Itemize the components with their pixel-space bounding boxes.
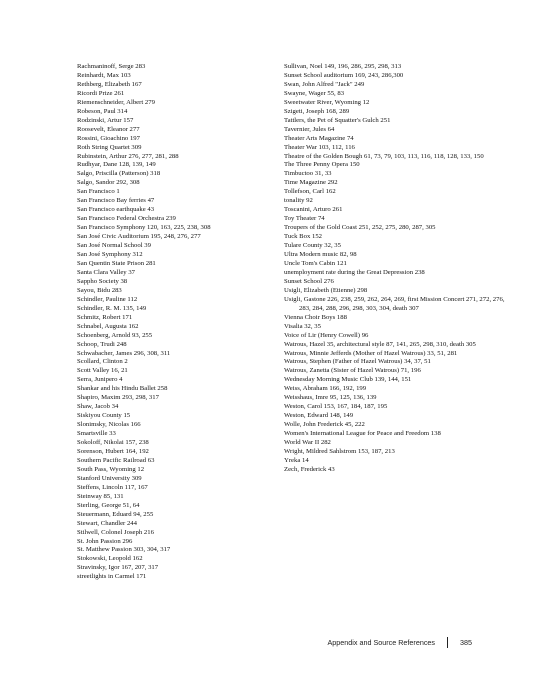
index-entry: Rossini, Gioachino 197: [77, 134, 140, 142]
index-entry: unemployment rate during the Great Depression 238: [284, 268, 425, 276]
index-entry: Weisshaus, Imre 95, 125, 136, 139: [284, 394, 377, 402]
index-entry: San Francisco Bay ferries 47: [77, 197, 155, 205]
index-entry: Tuck Box 152: [284, 233, 323, 241]
index-entry: San Quentin State Prison 281: [77, 259, 156, 267]
index-entry: Stewart, Chandler 244: [77, 519, 137, 527]
index-entry: Smartsville 33: [77, 430, 116, 438]
index-entry: Scott Valley 16, 21: [77, 367, 128, 375]
index-entry: Rudhyar, Dane 128, 139, 149: [77, 161, 156, 169]
index-entry: Southern Pacific Railroad 63: [77, 456, 155, 464]
index-entry: Voice of Lir (Henry Cowell) 96: [284, 331, 369, 339]
index-entry: Shapiro, Maxim 293, 298, 317: [77, 394, 159, 402]
index-entry: Shankar and his Hindu Ballet 258: [77, 385, 168, 393]
index-entry: Watrous, Minnie Jefferds (Mother of Hazel Watrous) 33, 51, 281: [284, 349, 458, 357]
index-entry: Sunset School auditorium 169, 243, 286,300: [284, 71, 404, 79]
index-column-left: [77, 63, 267, 582]
index-entry: Troupers of the Gold Coast 251, 252, 275, 280, 287, 305: [284, 224, 436, 232]
index-entry: San José Symphony 312: [77, 251, 143, 259]
index-entry: The Three Penny Opera 150: [284, 161, 360, 169]
index-entry: Shaw, Jacob 34: [77, 403, 119, 411]
index-entry: Weston, Carol 153, 167, 184, 187, 195: [284, 403, 388, 411]
index-entry: Schoop, Trudi 248: [77, 340, 127, 348]
index-entry: Theater War 103, 112, 116: [284, 143, 355, 151]
index-entry: South Pass, Wyoming 12: [77, 465, 145, 473]
index-entry: Stanford University 309: [77, 474, 142, 482]
index-entry: Watrous, Zanetta (Sister of Hazel Watrous) 71, 196: [284, 367, 421, 375]
index-entry: Sorenson, Hubert 164, 192: [77, 447, 149, 455]
index-entry: Serra, Junipero 4: [77, 376, 123, 384]
index-entry: Slonimsky, Nicolas 166: [77, 421, 141, 429]
index-entry: Robeson, Paul 314: [77, 107, 128, 115]
index-entry: Stravinsky, Igor 167, 207, 317: [77, 564, 159, 572]
index-entry: Rubinstein, Arthur 276, 277, 281, 288: [77, 152, 179, 160]
index-entry: Weston, Edward 148, 149: [284, 412, 354, 420]
index-entry: Usigli, Gastone 226, 238, 259, 262, 264, 269, first Mission Concert 271, 272, 276, 283, 284, 288, 296, 298, 303, 304, death 307: [284, 295, 505, 312]
index-entry: Wolle, John Frederick 45, 222: [284, 421, 365, 429]
index-entry: St. Matthew Passion 303, 304, 317: [77, 546, 171, 554]
index-entry: Watrous, Stephen (Father of Hazel Watrous) 34, 37, 51: [284, 358, 431, 366]
footer-section-title: Appendix and Source References: [327, 638, 435, 647]
index-entry: Weiss, Abraham 166, 192, 199: [284, 385, 367, 393]
index-entry: San Francisco earthquake 43: [77, 206, 155, 214]
index-entry: Schmitz, Robert 171: [77, 313, 133, 321]
index-entry: Theatre of the Golden Bough 61, 73, 79, 103, 113, 116, 118, 128, 133, 150: [284, 152, 484, 160]
index-entry: Uncle Tom's Cabin 121: [284, 259, 347, 267]
index-entry: Wright, Mildred Sahlstrom 153, 187, 213: [284, 447, 395, 455]
index-entry: Stokowski, Leopold 162: [77, 555, 143, 563]
index-entry: Tollefson, Carl 162: [284, 188, 336, 196]
index-entry: Yreka 14: [284, 456, 309, 464]
index-entry: Schnabel, Augusta 162: [77, 322, 139, 330]
index-entry: Scollard, Clinton 2: [77, 358, 128, 366]
index-entry: Riemenschneider, Albert 279: [77, 98, 155, 106]
index-entry: Wednesday Morning Music Club 139, 144, 151: [284, 376, 412, 384]
index-entry: San Francisco Federal Orchestra 239: [77, 215, 176, 223]
index-entry: San Francisco 1: [77, 188, 120, 196]
index-entry: Steffens, Lincoln 117, 167: [77, 483, 148, 491]
index-entry: Schindler, Pauline 112: [77, 295, 138, 303]
index-entry: San Francisco Symphony 120, 163, 225, 238, 308: [77, 224, 211, 232]
index-column-right: [284, 63, 514, 475]
index-entry: Rachmaninoff, Serge 283: [77, 63, 146, 70]
index-entry: St. John Passion 296: [77, 537, 133, 545]
index-entry: Ricordi Prize 261: [77, 89, 125, 97]
index-entry: Sweetwater River, Wyoming 12: [284, 98, 370, 106]
index-entry: Usigli, Elizabeth (Etienne) 298: [284, 286, 368, 294]
index-entry: Schindler, R. M. 135, 149: [77, 304, 147, 312]
index-entry: Szigeti, Joseph 168, 289: [284, 107, 350, 115]
index-entry: Timbuctoo 31, 33: [284, 170, 332, 178]
index-entry: Toy Theater 74: [284, 215, 325, 223]
index-entry: Theater Arts Magazine 74: [284, 134, 354, 142]
index-entry: Zech, Frederick 43: [284, 465, 335, 473]
index-entry: San José Normal School 39: [77, 242, 151, 250]
index-entry: Rethberg, Elizabeth 167: [77, 80, 142, 88]
index-entry: Sokoloff, Nikolai 157, 238: [77, 439, 149, 447]
index-entry: Reinhardt, Max 103: [77, 71, 131, 79]
index-entry: Siskiyou County 15: [77, 412, 131, 420]
index-entry: Stilwell, Colonel Joseph 216: [77, 528, 154, 536]
index-entry: Sappho Society 38: [77, 277, 128, 285]
index-entry: tonality 92: [284, 197, 313, 205]
footer-divider: [447, 637, 448, 648]
index-entry: Sunset School 276: [284, 277, 334, 285]
index-entry: Roth String Quartet 309: [77, 143, 142, 151]
index-entry: streetlights in Carmel 171: [77, 573, 147, 581]
index-entry: World War II 282: [284, 439, 331, 447]
index-entry: Steuermann, Eduard 94, 255: [77, 510, 154, 518]
index-entry: Schoenberg, Arnold 93, 255: [77, 331, 153, 339]
index-entry: Swan, John Alfred "Jack" 249: [284, 80, 365, 88]
index-entry: Steinway 85, 131: [77, 492, 124, 500]
index-entry: Roosevelt, Eleanor 277: [77, 125, 140, 133]
index-entry: Schwabacher, James 296, 308, 311: [77, 349, 171, 357]
index-entry: Rodzinski, Artur 157: [77, 116, 134, 124]
index-entry: Swayne, Wager 55, 83: [284, 89, 345, 97]
index-entry: Sayou, Bidu 283: [77, 286, 122, 294]
index-entry: Tattlers, the Pet of Squatter's Gulch 251: [284, 116, 391, 124]
index-entry: Salgo, Priscilla (Patterson) 318: [77, 170, 161, 178]
index-entry: Time Magazine 292: [284, 179, 338, 187]
index-entry: Visalia 32, 35: [284, 322, 321, 330]
index-entry: Ultra Modern music 82, 98: [284, 251, 357, 259]
index-entry: Santa Clara Valley 37: [77, 268, 136, 276]
index-entry: Toscanini, Arturo 261: [284, 206, 343, 214]
index-entry: Women's International League for Peace and Freedom 138: [284, 430, 441, 438]
index-entry: Sterling, George 51, 64: [77, 501, 140, 509]
index-entry: Sullivan, Noel 149, 196, 286, 295, 298, 313: [284, 63, 402, 70]
index-entry: Salgo, Sandor 292, 308: [77, 179, 140, 187]
page-footer: [328, 637, 472, 648]
index-entry: San José Civic Auditorium 195, 248, 276, 277: [77, 233, 201, 241]
page-number: 385: [460, 638, 472, 647]
index-entry: Watrous, Hazel 35, architectural style 87, 141, 265, 298, 310, death 305: [284, 340, 476, 348]
index-entry: Tulare County 32, 35: [284, 242, 341, 250]
index-entry: Vienna Choir Boys 188: [284, 313, 347, 321]
index-entry: Tavernier, Jules 64: [284, 125, 335, 133]
